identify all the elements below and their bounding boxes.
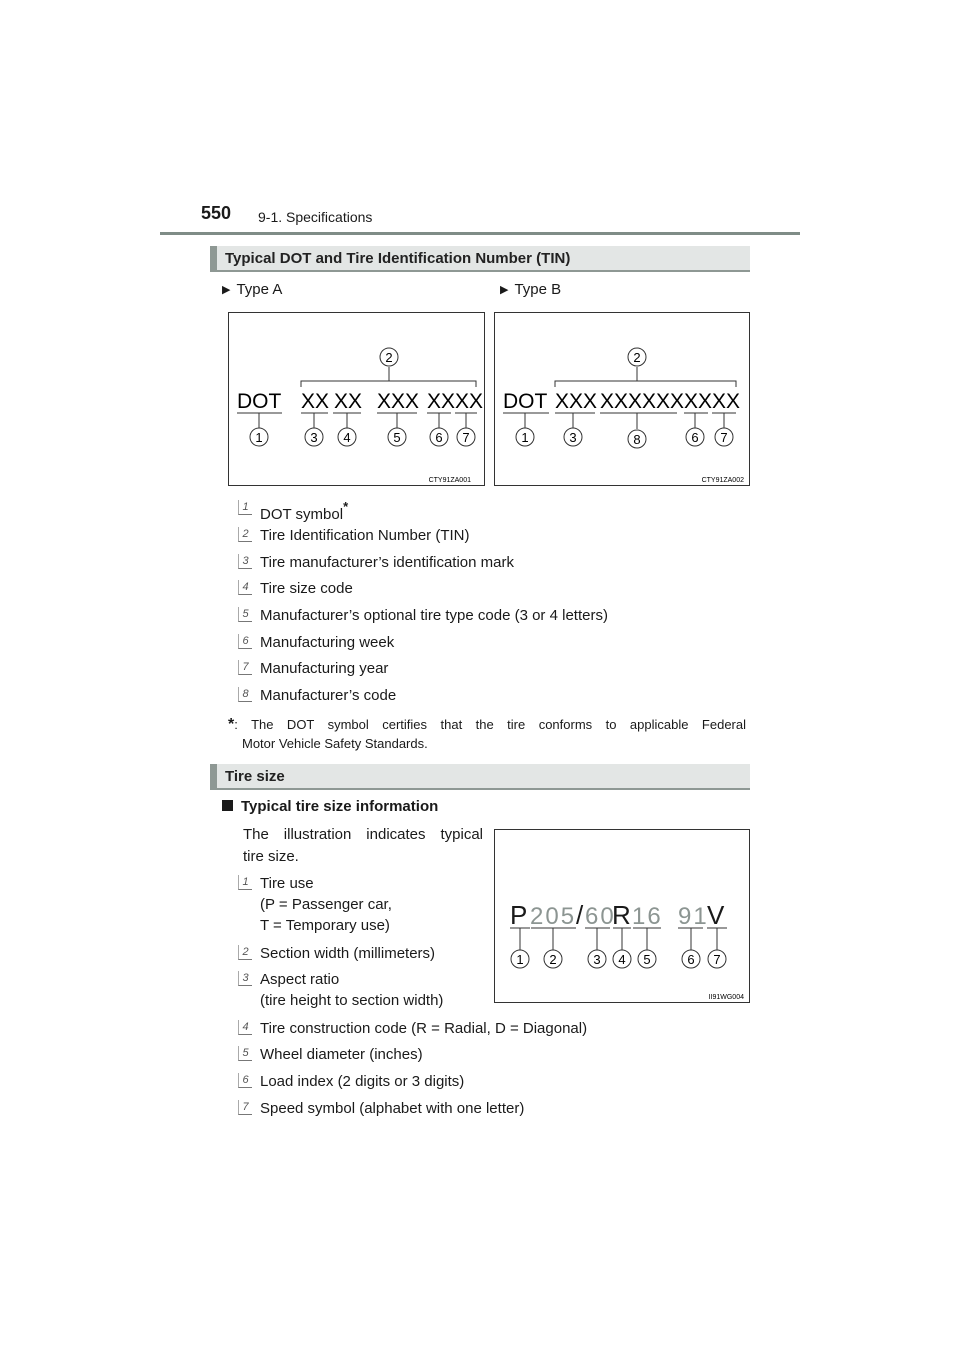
callout-1: 1	[255, 430, 263, 445]
size-item-text	[260, 873, 392, 936]
callout-3: 3	[569, 430, 577, 445]
callout-3: 3	[593, 952, 601, 967]
seg-aspect: 60	[585, 903, 616, 930]
header-rule	[160, 232, 800, 235]
square-bullet-icon	[222, 800, 233, 811]
item-label: Manufacturing week	[260, 634, 395, 651]
seg-slash: /	[576, 900, 584, 930]
triangle-arrow-icon: ▶	[500, 284, 509, 296]
item-line: T = Temporary use)	[260, 917, 390, 934]
type-b-figure	[494, 312, 750, 486]
type-a-figure	[228, 312, 485, 486]
item-label: Tire manufacturer’s identification mark	[260, 554, 514, 571]
code-group-3: XXXXXX	[600, 390, 685, 413]
subheading	[222, 798, 438, 815]
callout-8: 8	[633, 432, 641, 447]
dot-item-text	[260, 552, 514, 573]
code-group-2: XX	[301, 390, 330, 413]
tire-size-figure	[494, 829, 750, 1003]
item-number-badge: 1	[238, 875, 252, 890]
item-line: Wheel diameter (inches)	[260, 1046, 423, 1063]
item-number-badge: 5	[238, 1046, 252, 1061]
section-label: 9-1. Specifications	[258, 209, 373, 225]
dot-item-text	[260, 605, 608, 626]
callout-1: 1	[516, 952, 524, 967]
image-code: II91WG004	[708, 994, 744, 1001]
callout-5: 5	[643, 952, 651, 967]
callout-1: 1	[521, 430, 529, 445]
item-number-badge: 7	[238, 1100, 252, 1115]
dot-item-text	[260, 685, 396, 706]
image-code: CTY91ZA002	[701, 477, 744, 484]
code-dot: DOT	[503, 390, 548, 413]
callout-4: 4	[618, 952, 626, 967]
seg-load: 91	[678, 903, 709, 930]
item-label: Tire size code	[260, 580, 353, 597]
callout-6: 6	[687, 952, 695, 967]
item-line: Aspect ratio	[260, 971, 340, 988]
tire-size-heading	[210, 764, 750, 790]
footnote-star: *	[343, 499, 349, 514]
callout-5: 5	[393, 430, 401, 445]
item-line: (tire height to section width)	[260, 992, 444, 1009]
intro-text	[243, 824, 483, 868]
dot-item-text	[260, 578, 353, 599]
item-number-badge: 6	[238, 1073, 252, 1088]
item-label: Manufacturer’s optional tire type code (3 or 4 letters)	[260, 607, 608, 624]
callout-2: 2	[385, 350, 393, 365]
item-number-badge: 2	[238, 527, 252, 542]
item-number-badge: 5	[238, 607, 252, 622]
code-group-4: XXX	[377, 390, 420, 413]
code-group-5: XXXX	[427, 390, 484, 413]
code-group-2: XXX	[555, 390, 598, 413]
callout-6: 6	[435, 430, 443, 445]
type-a-text: Type A	[236, 281, 283, 298]
heading-bar	[210, 764, 217, 790]
size-item-text	[260, 1098, 524, 1119]
seg-diameter: 16	[632, 903, 663, 930]
intro-line1: The illustration indicates typical	[243, 826, 483, 843]
dot-item-text	[260, 658, 388, 679]
size-item-text	[260, 1044, 423, 1065]
heading-bar	[210, 246, 217, 272]
dot-item-text	[260, 498, 348, 525]
item-line: (P = Passenger car,	[260, 896, 392, 913]
size-item-text	[260, 943, 435, 964]
seg-speed: V	[707, 900, 725, 930]
item-number-badge: 2	[238, 945, 252, 960]
item-label: Manufacturing year	[260, 660, 389, 677]
callout-7: 7	[462, 430, 470, 445]
footnote-line1: : The DOT symbol certifies that the tire conforms to applicable Federal	[234, 717, 746, 732]
size-item-text	[260, 1018, 587, 1039]
callout-3: 3	[310, 430, 318, 445]
type-b-text: Type B	[514, 281, 562, 298]
dot-section-heading	[210, 246, 750, 272]
item-number-badge: 6	[238, 634, 252, 649]
callout-7: 7	[713, 952, 721, 967]
code-group-4: XXXX	[684, 390, 741, 413]
item-number-badge: 8	[238, 687, 252, 702]
dot-item-text	[260, 525, 470, 546]
page-number: 550	[201, 203, 232, 223]
item-line: Speed symbol (alphabet with one letter)	[260, 1100, 525, 1117]
code-group-3: XX	[334, 390, 363, 413]
intro-line2: tire size.	[243, 848, 299, 865]
item-number-badge: 1	[238, 500, 252, 515]
item-label: DOT symbol	[260, 506, 344, 523]
item-number-badge: 3	[238, 554, 252, 569]
subheading-text: Typical tire size information	[241, 798, 439, 815]
type-a-label	[222, 281, 282, 298]
item-line: Tire construction code (R = Radial, D = Diagonal)	[260, 1020, 588, 1037]
item-number-badge: 4	[238, 580, 252, 595]
item-number-badge: 4	[238, 1020, 252, 1035]
image-code: CTY91ZA001	[428, 477, 471, 484]
callout-6: 6	[691, 430, 699, 445]
footnote	[228, 715, 746, 753]
item-label: Manufacturer’s code	[260, 687, 397, 704]
tire-size-title: Tire size	[225, 768, 285, 785]
item-label: Tire Identification Number (TIN)	[260, 527, 470, 544]
triangle-arrow-icon: ▶	[222, 284, 231, 296]
item-line: Tire use	[260, 875, 314, 892]
item-line: Section width (millimeters)	[260, 945, 436, 962]
seg-r: R	[612, 900, 631, 930]
code-dot: DOT	[237, 390, 282, 413]
seg-p: P	[510, 900, 528, 930]
callout-2: 2	[549, 952, 557, 967]
footnote-marker: *	[228, 716, 235, 733]
size-item-text	[260, 969, 443, 1011]
dot-section-title: Typical DOT and Tire Identification Number (TIN)	[225, 250, 571, 267]
size-item-text	[260, 1071, 464, 1092]
item-line: Load index (2 digits or 3 digits)	[260, 1073, 465, 1090]
footnote-line2: Motor Vehicle Safety Standards.	[242, 736, 428, 751]
item-number-badge: 7	[238, 660, 252, 675]
type-b-label	[500, 281, 561, 298]
seg-width: 205	[530, 903, 577, 930]
callout-4: 4	[343, 430, 351, 445]
item-number-badge: 3	[238, 971, 252, 986]
callout-2-label: 2	[633, 350, 641, 365]
callout-7: 7	[720, 430, 728, 445]
dot-item-text	[260, 632, 394, 653]
